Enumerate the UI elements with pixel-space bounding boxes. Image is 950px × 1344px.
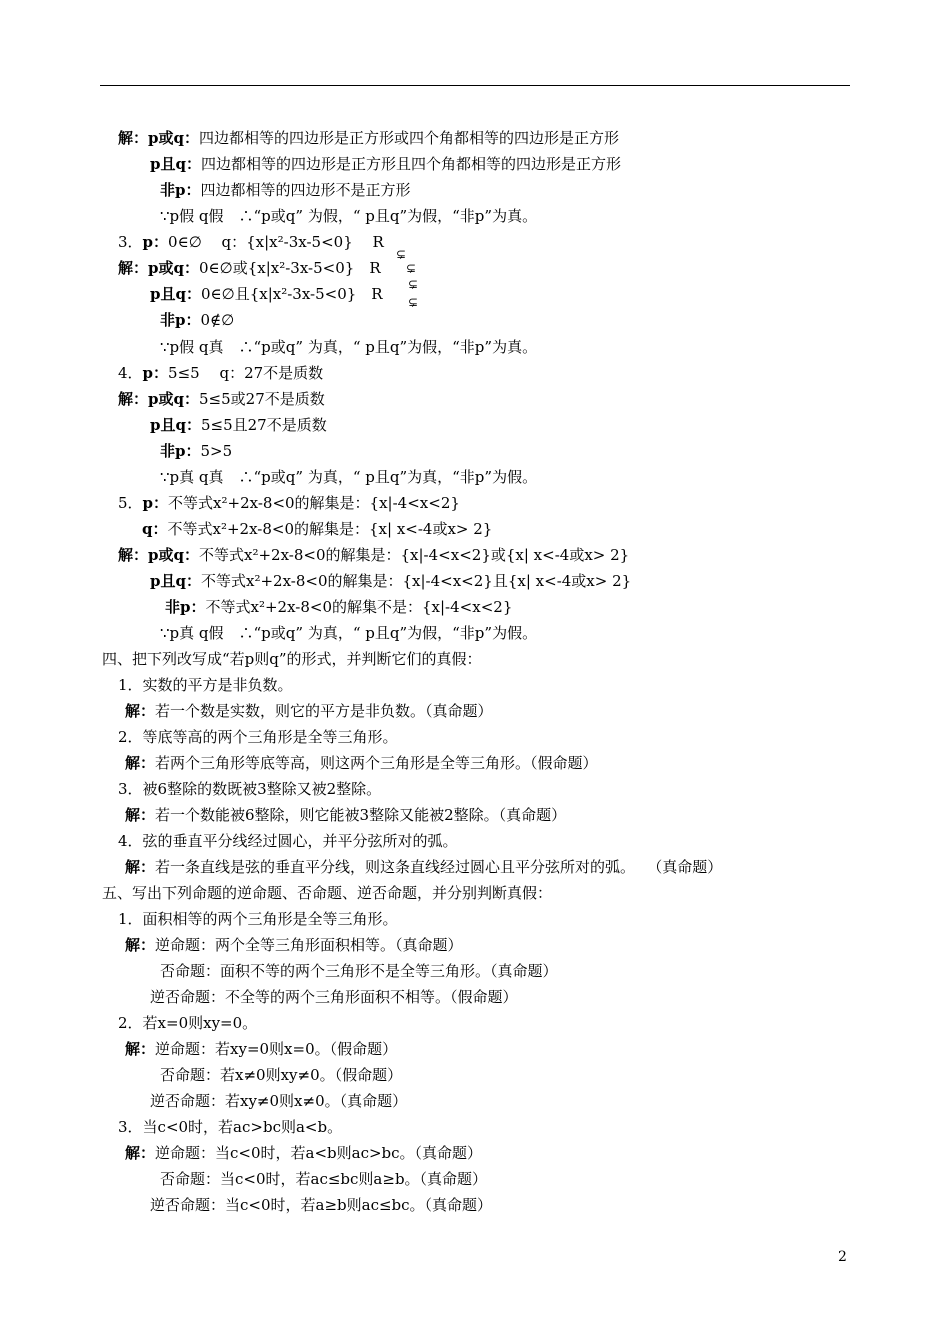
section-heading: 四、把下列改写成“若p则q”的形式，并判断它们的真假：	[102, 650, 482, 668]
proper-subset-symbol: ⊊	[395, 247, 407, 261]
text-line: p且q：5≤5且27不是质数	[150, 416, 327, 434]
text-line: 5．p：不等式x²+2x-8<0的解集是：{x|-4<x<2}	[118, 494, 460, 512]
text-line: p且q：不等式x²+2x-8<0的解集是：{x|-4<x<2}且{x| x<-4或x> 2}	[150, 572, 632, 590]
text-line: 解：p或q：不等式x²+2x-8<0的解集是：{x|-4<x<2}或{x| x<-4或x> 2}	[118, 546, 630, 564]
answer-line: 解：若一个数是实数，则它的平方是非负数。（真命题）	[125, 702, 493, 720]
answer-line: 否命题：面积不等的两个三角形不是全等三角形。（真命题）	[160, 962, 558, 980]
text-line: 解：p或q：0∈∅或{x|x²-3x-5<0} R	[118, 259, 381, 277]
question-line: 4．弦的垂直平分线经过圆心，并平分弦所对的弧。	[118, 832, 458, 850]
text-line: 3．p：0∈∅ q：{x|x²-3x-5<0} R	[118, 233, 384, 251]
question-line: 1．实数的平方是非负数。	[118, 676, 293, 694]
text-line: 解：p或q：四边都相等的四边形是正方形或四个角都相等的四边形是正方形	[118, 129, 620, 147]
page-number: 2	[838, 1249, 847, 1265]
question-line: 3．当c<0时，若ac>bc则a<b。	[118, 1118, 343, 1136]
text-line: p且q：0∈∅且{x|x²-3x-5<0} R	[150, 285, 383, 303]
answer-line: 否命题：当c<0时，若ac≤bc则a≥b。（真命题）	[160, 1170, 488, 1188]
text-line: q：不等式x²+2x-8<0的解集是：{x| x<-4或x> 2}	[142, 520, 493, 538]
text-line: 4．p：5≤5 q：27不是质数	[118, 364, 324, 382]
question-line: 3．被6整除的数既被3整除又被2整除。	[118, 780, 382, 798]
answer-line: 解：若两个三角形等底等高，则这两个三角形是全等三角形。（假命题）	[125, 754, 598, 772]
text-line: ∵p假 q假 ∴“p或q” 为假，“ p且q”为假，“非p”为真。	[160, 207, 538, 225]
question-line: 2．等底等高的两个三角形是全等三角形。	[118, 728, 398, 746]
section-heading: 五、写出下列命题的逆命题、否命题、逆否命题，并分别判断真假：	[102, 884, 553, 902]
answer-line: 解：逆命题：两个全等三角形面积相等。（真命题）	[125, 936, 463, 954]
answer-line: 逆否命题：当c<0时，若a≥b则ac≤bc。（真命题）	[150, 1196, 493, 1214]
text-line: 非p：5>5	[160, 442, 233, 460]
answer-line: 解：逆命题：若xy=0则x=0。（假命题）	[125, 1040, 398, 1058]
text-line: 非p：0∉∅	[160, 311, 235, 329]
text-line: 非p：不等式x²+2x-8<0的解集不是：{x|-4<x<2}	[165, 598, 513, 616]
text-line: p且q：四边都相等的四边形是正方形且四个角都相等的四边形是正方形	[150, 155, 621, 173]
proper-subset-symbol: ⊊	[407, 277, 419, 291]
text-line: ∵p真 q真 ∴“p或q” 为真，“ p且q”为真，“非p”为假。	[160, 468, 538, 486]
text-line: ∵p真 q假 ∴“p或q” 为真，“ p且q”为假，“非p”为假。	[160, 624, 538, 642]
header-rule	[100, 85, 850, 86]
answer-line: 解：逆命题：当c<0时，若a<b则ac>bc。（真命题）	[125, 1144, 483, 1162]
question-line: 2．若x=0则xy=0。	[118, 1014, 258, 1032]
proper-subset-symbol: ⊊	[405, 261, 417, 275]
answer-line: 逆否命题：不全等的两个三角形面积不相等。（假命题）	[150, 988, 518, 1006]
question-line: 1．面积相等的两个三角形是全等三角形。	[118, 910, 398, 928]
answer-line: 解：若一个数能被6整除，则它能被3整除又能被2整除。（真命题）	[125, 806, 567, 824]
text-line: ∵p假 q真 ∴“p或q” 为真，“ p且q”为假，“非p”为真。	[160, 338, 538, 356]
text-line: 解：p或q：5≤5或27不是质数	[118, 390, 325, 408]
answer-line: 逆否命题：若xy≠0则x≠0。（真命题）	[150, 1092, 408, 1110]
text-line: 非p：四边都相等的四边形不是正方形	[160, 181, 411, 199]
answer-line: 解：若一条直线是弦的垂直平分线，则这条直线经过圆心且平分弦所对的弧。 （真命题）	[125, 858, 723, 876]
proper-subset-symbol: ⊊	[407, 295, 419, 309]
answer-line: 否命题：若x≠0则xy≠0。（假命题）	[160, 1066, 403, 1084]
